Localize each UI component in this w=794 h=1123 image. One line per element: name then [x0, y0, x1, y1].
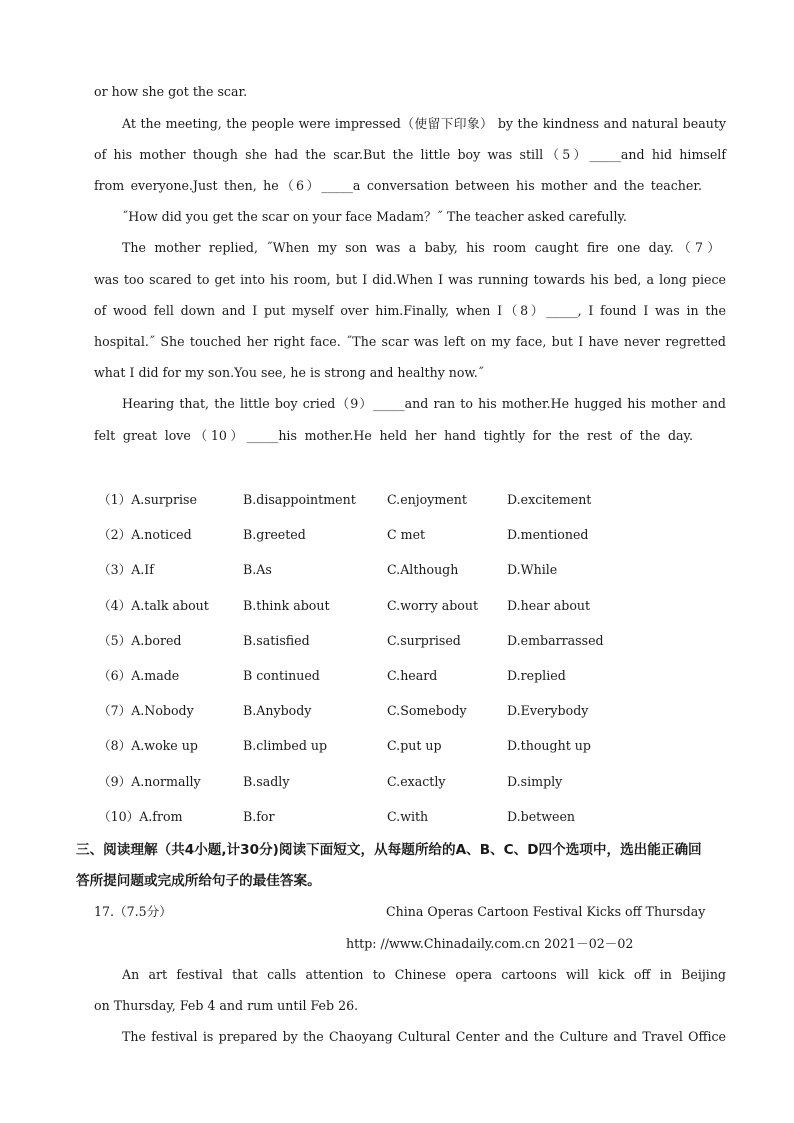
- option-b: B.Anybody: [243, 703, 312, 718]
- passage-line: Hearing that, the little boy cried（9）_____and ran to his mother.He hugged his mother and: [122, 396, 726, 411]
- option-a: （8）A.woke up: [98, 738, 198, 753]
- option-row: [98, 562, 698, 578]
- section-heading: 答所提问题或完成所给句子的最佳答案。: [76, 873, 321, 889]
- section-heading: 三、阅读理解（共4小题,计30分)阅读下面短文，从每题所给的A、B、C、D四个选项中，选出能正确回: [76, 842, 702, 858]
- option-d: D.thought up: [507, 738, 591, 753]
- option-a: （9）A.normally: [98, 774, 201, 789]
- option-a: （7）A.Nobody: [98, 703, 194, 718]
- option-row: [98, 703, 698, 719]
- option-c: C.Somebody: [387, 703, 467, 718]
- option-b: B.for: [243, 809, 275, 824]
- article-source: http: //www.Chinadaily.com.cn 2021－02－02: [346, 936, 634, 951]
- article-title: China Operas Cartoon Festival Kicks off Thursday: [386, 904, 706, 919]
- option-row: [98, 492, 698, 508]
- option-b: B.disappointment: [243, 492, 356, 507]
- option-c: C met: [387, 527, 426, 542]
- option-d: D.embarrassed: [507, 633, 604, 648]
- option-b: B.satisfied: [243, 633, 310, 648]
- option-a: （2）A.noticed: [98, 527, 192, 542]
- option-d: D.mentioned: [507, 527, 589, 542]
- option-d: D.replied: [507, 668, 566, 683]
- option-a: （3）A.If: [98, 562, 154, 577]
- passage-line: hospital.˝ She touched her right face. ˝The scar was left on my face, but I have never regretted: [94, 334, 726, 349]
- passage-line: of wood fell down and I put myself over him.Finally, when I（8）_____, I found I was in the: [94, 303, 726, 318]
- passage-line: from everyone.Just then, he（6）_____a conversation between his mother and the teacher.: [94, 178, 702, 193]
- passage-line: ˝How did you get the scar on your face Madam？˝ The teacher asked carefully.: [122, 209, 627, 224]
- passage-line: or how she got the scar.: [94, 84, 248, 99]
- option-a: （6）A.made: [98, 668, 180, 683]
- option-a: （4）A.talk about: [98, 598, 209, 613]
- option-b: B.climbed up: [243, 738, 328, 753]
- option-c: C.exactly: [387, 774, 446, 789]
- article-line: An art festival that calls attention to Chinese opera cartoons will kick off in Beijing: [122, 967, 726, 982]
- passage-line: The mother replied, ˝When my son was a baby, his room caught fire one day.（7）: [122, 240, 720, 255]
- passage-line: At the meeting, the people were impressed（使留下印象） by the kindness and natural beauty: [122, 116, 726, 131]
- passage-line: was too scared to get into his room, but I did.When I was running towards his bed, a long piece: [94, 272, 726, 287]
- option-d: D.While: [507, 562, 558, 577]
- option-row: [98, 809, 698, 825]
- passage-line: of his mother though she had the scar.But the little boy was still（5）_____and hid himself: [94, 147, 726, 162]
- option-c: C.Although: [387, 562, 459, 577]
- option-d: D.simply: [507, 774, 563, 789]
- option-c: C.surprised: [387, 633, 461, 648]
- option-b: B.As: [243, 562, 272, 577]
- option-a: （1）A.surprise: [98, 492, 197, 507]
- article-line: on Thursday, Feb 4 and rum until Feb 26.: [94, 998, 359, 1013]
- option-c: C.heard: [387, 668, 438, 683]
- passage-line: felt great love（10）_____his mother.He held her hand tightly for the rest of the day.: [94, 428, 693, 443]
- option-row: [98, 668, 698, 684]
- option-row: [98, 598, 698, 614]
- option-c: C.enjoyment: [387, 492, 467, 507]
- option-row: [98, 774, 698, 790]
- option-row: [98, 738, 698, 754]
- option-d: D.between: [507, 809, 576, 824]
- option-b: B continued: [243, 668, 320, 683]
- option-row: [98, 527, 698, 543]
- option-b: B.sadly: [243, 774, 290, 789]
- option-b: B.think about: [243, 598, 330, 613]
- option-a: （5）A.bored: [98, 633, 182, 648]
- option-c: C.with: [387, 809, 429, 824]
- option-d: D.hear about: [507, 598, 591, 613]
- passage-line: what I did for my son.You see, he is strong and healthy now.˝: [94, 365, 485, 380]
- option-row: [98, 633, 698, 649]
- option-b: B.greeted: [243, 527, 306, 542]
- option-d: D.Everybody: [507, 703, 589, 718]
- option-c: C.worry about: [387, 598, 479, 613]
- option-a: （10）A.from: [98, 809, 183, 824]
- option-d: D.excitement: [507, 492, 592, 507]
- question-label: 17.（7.5分）: [94, 904, 172, 919]
- article-line: The festival is prepared by the Chaoyang Cultural Center and the Culture and Travel Office: [122, 1029, 726, 1044]
- option-c: C.put up: [387, 738, 442, 753]
